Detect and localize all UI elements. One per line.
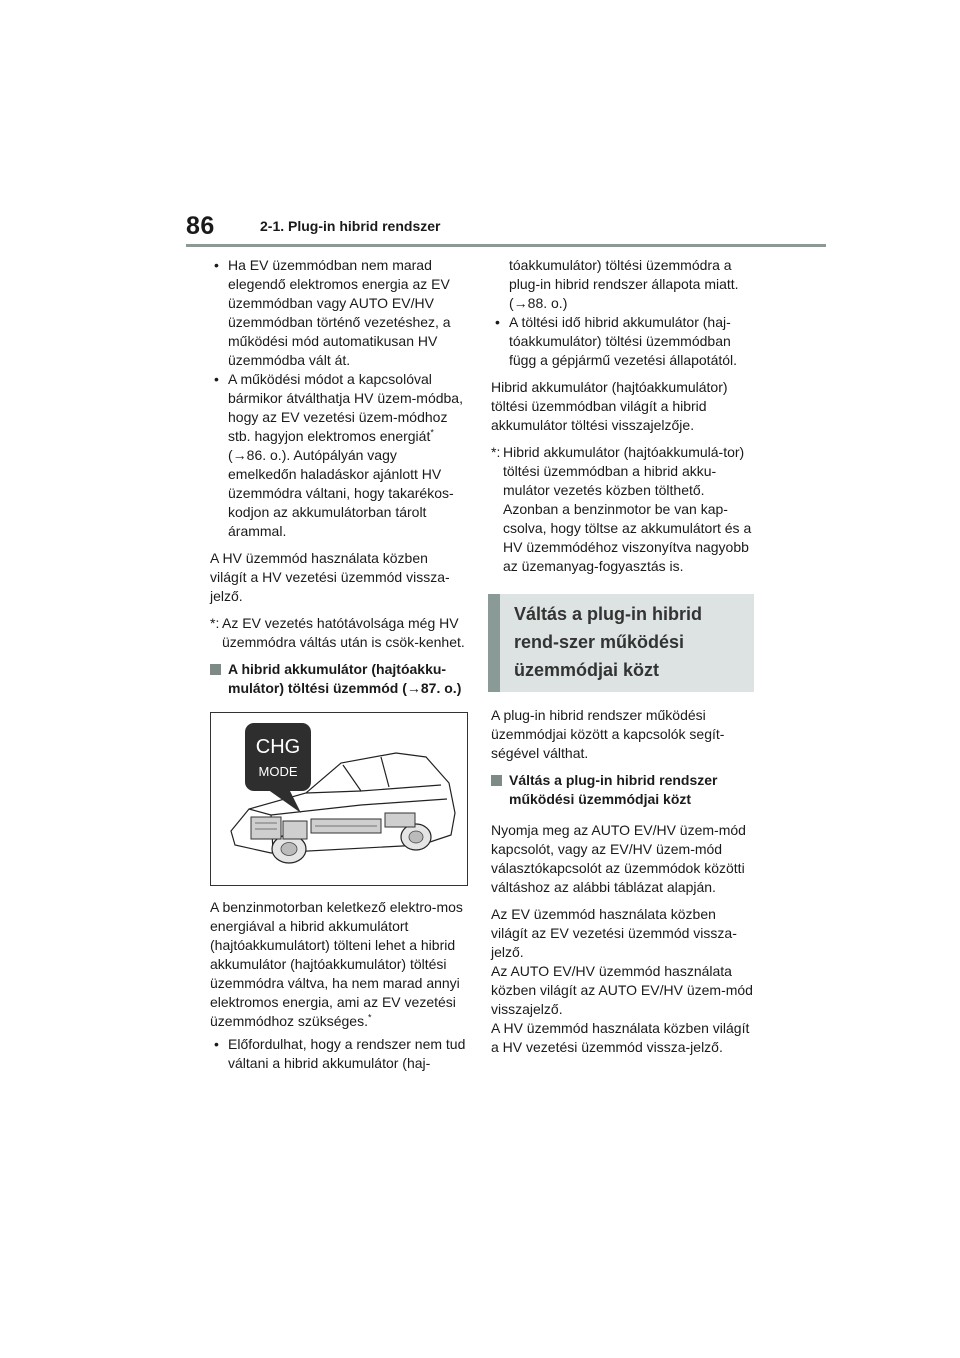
footnote-text: Az EV vezetés hatótávolsága még HV üzemmódra váltás után is csök-kenhet. [222,615,465,650]
left-column [210,256,468,1073]
bullet-switch-hv [210,370,468,541]
page-number: 86 [186,212,215,240]
bullet-cannot-switch-cont: tóakkumulátor) töltési üzemmódra a plug-in hibrid rendszer állapota miatt. (→88. o.) [509,257,739,311]
subhead-charge-mode: A hibrid akkumulátor (hajtóakku-mulátor) töltési üzemmód (→87. o.) [210,660,468,698]
figure-car-chg-mode [210,712,468,886]
ev-indicator-text: Az EV üzemmód használata közben világít az EV vezetési üzemmód vissza-jelző. [491,906,737,960]
hv-indicator-text: A HV üzemmód használata közben világít a HV vezetési üzemmód vissza-jelző. [491,1020,750,1055]
bullet-charge-time: • A töltési idő hibrid akkumulátor (haj-tóakkumulátor) töltési üzemmódban függ a gépjármű vezetési állapotától. [491,313,753,370]
mode-label: MODE [258,764,298,779]
footnote-ref: * [367,1012,372,1023]
switch-intro-paragraph: A plug-in hibrid rendszer működési üzemmódjai között a kapcsolók segít-ségével válthat. [491,707,725,761]
subhead-switch-modes: Váltás a plug-in hibrid rendszer működési üzemmódjai közt [491,771,753,809]
footnote-ev-range [210,614,468,652]
charge-paragraph-text: A benzinmotorban keletkező elektro-mos energiával a hibrid akkumulátort (hajtóakkumulátort) tölteni lehet a hibrid akkumulátor (hajtóakkumulátor) töltési üzemmódra váltva, ha nem marad annyi elektromos energia, ami az EV vezetési üzemmódhoz szükséges. [210,899,463,1029]
header-rule [186,244,826,247]
charge-indicator-paragraph: Hibrid akkumulátor (hajtóakkumulátor) töltési üzemmódban világít a hibrid akkumulátor töltési visszajelzője. [491,379,728,433]
bullet-cannot-switch: • Előfordulhat, hogy a rendszer nem tud váltani a hibrid akkumulátor (haj- [210,1035,468,1073]
hv-indicator-paragraph: A HV üzemmód használata közben világít a HV vezetési üzemmód vissza-jelző. [210,550,450,604]
indicators-paragraph [491,905,753,1057]
footnote-ref: * [430,427,434,438]
switch-instructions-paragraph: Nyomja meg az AUTO EV/HV üzem-mód kapcsolót, vagy az EV/HV üzem-mód választókapcsolót az üzemmódok közötti váltáshoz az alábbi táblázat alapján. [491,822,746,895]
section-title: 2-1. Plug-in hibrid rendszer [260,218,441,234]
bullet-switch-hv-text-b: (→86. o.). Autópályán vagy emelkedőn haladáskor ajánlott HV üzemmódra váltani, hogy takarékos-kodjon az akkumulátorban tárolt árammal. [228,447,454,539]
footnote-mark: *: [210,615,220,631]
footnote-charge [491,443,753,576]
section-heading-box [488,594,754,692]
charge-paragraph [210,898,468,1031]
bullet-ev-fallback: • Ha EV üzemmódban nem marad elegendő elektromos energia az EV üzemmódban vagy AUTO EV/HV üzemmódban történő vezetéshez, a működési mód automatikusan HV üzemmódba vált át. [210,256,468,370]
car-illustration [211,713,467,885]
bullet-switch-hv-text-a: A működési módot a kapcsolóval bármikor átválthatja HV üzem-módba, hogy az EV vezetési üzem-módhoz stb. hagyjon elektromos energiát [228,371,463,444]
chg-label: CHG [255,736,301,758]
right-column [491,256,753,1065]
section-heading: Váltás a plug-in hibrid rend-szer működési üzemmódjai közt [514,604,703,680]
auto-indicator-text: Az AUTO EV/HV üzemmód használata közben világít az AUTO EV/HV üzem-mód visszajelző. [491,963,753,1017]
footnote-text: Hibrid akkumulátor (hajtóakkumulá-tor) töltési üzemmódban a hibrid akku-mulátor vezetés közben tölthető. Azonban a benzinmotor be van kap-csolva, hogy töltse az akkumulátort és a HV üzemmódéhoz viszonyítva nagyobb az üzemanyag-fogyasztás is. [503,444,752,574]
footnote-mark: *: [491,444,501,460]
